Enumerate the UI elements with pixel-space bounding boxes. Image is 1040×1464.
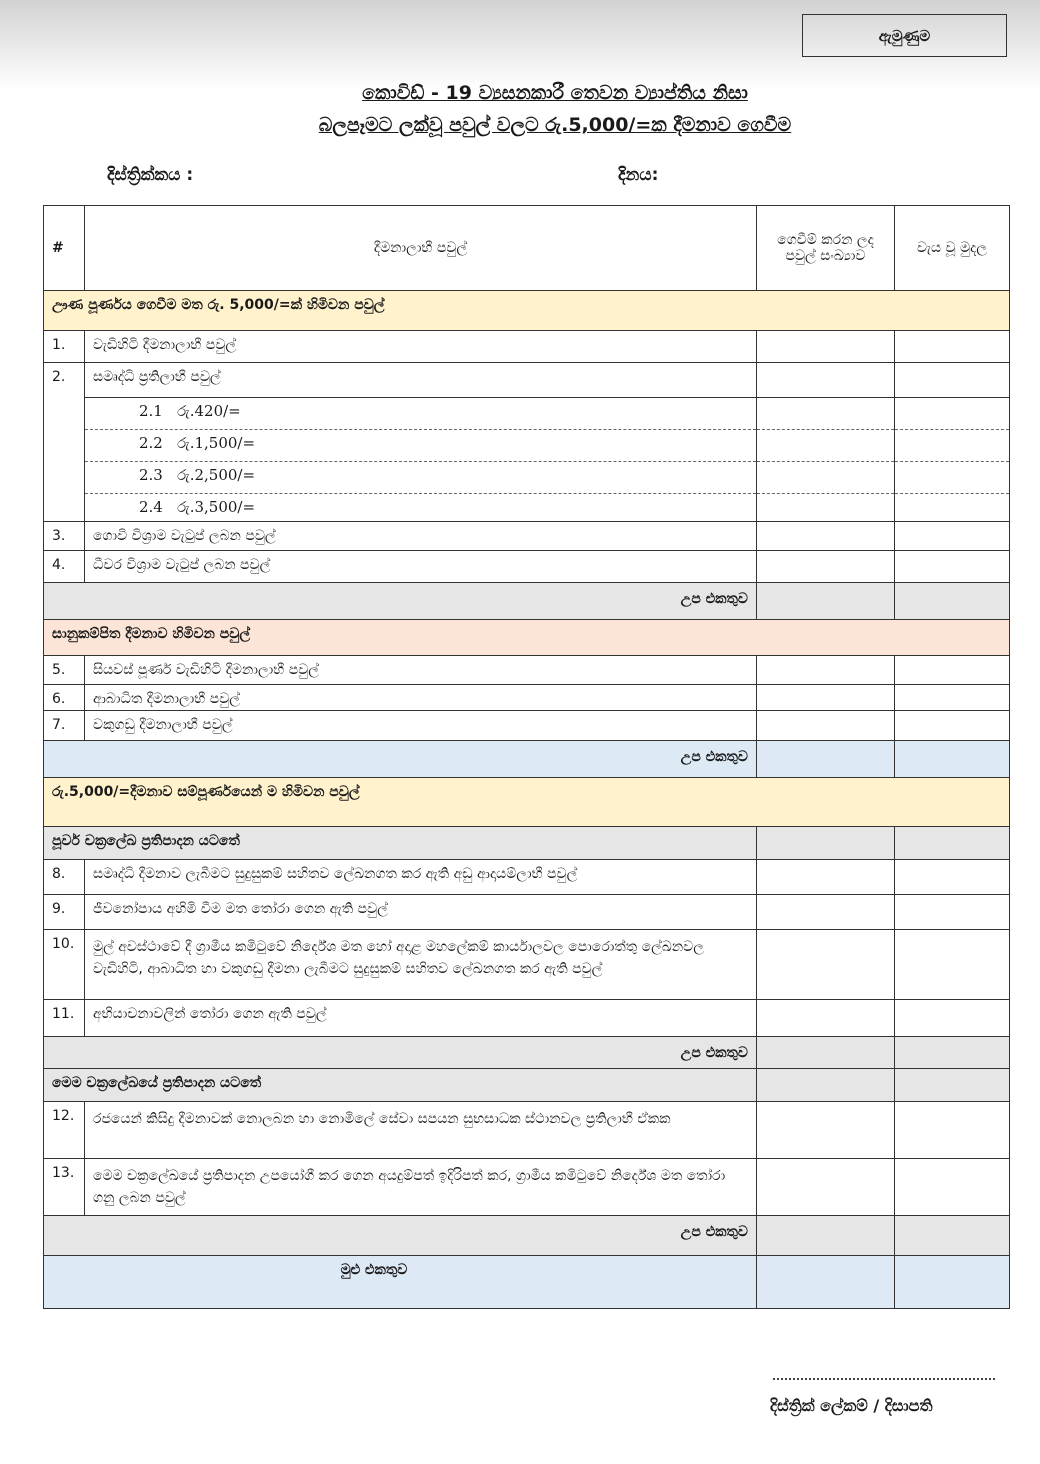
amount-cell[interactable] (895, 685, 1010, 711)
row-description: රජයෙන් කිසිදු දීමනාවක් නොලබන හා නොමිලේ සේවා සපයන සුභසාධක ස්ථානවල ප්‍රතිලාභී ඒකක (85, 1102, 757, 1159)
section-3-label: රු.5,000/=දීමනාව සම්පූර්ණයෙන් ම හිමිවන පවුල් (44, 778, 1010, 827)
families-paid-cell[interactable] (757, 363, 895, 398)
col-number-header: # (44, 206, 85, 291)
sub-row-amount: රු.3,500/= (177, 498, 256, 516)
row-number: 13. (44, 1159, 85, 1216)
row-description: වකුගඩු දීමනාලාභී පවුල් (85, 711, 757, 741)
families-paid-cell[interactable] (757, 860, 895, 895)
amount-cell[interactable] (895, 331, 1010, 363)
row-description: මෙම චක්‍රලේඛයේ ප්‍රතිපාදන උපයෝගී කර ගෙන අයදුම්පත් ඉදිරිපත් කර, ග්‍රාමීය කමිටුවේ නිර්දේශ මත තෝරා ගනු ලබන පවුල් (85, 1159, 757, 1216)
sub-section-b-label: මෙම චක්‍රලේඛයේ ප්‍රතිපාදන යටතේ (44, 1069, 757, 1102)
row-description: සමෘද්ධි දීමනාව ලැබීමට සුදුසුකම් සහිතව ලේඛනගත කර ඇති අඩු ආදායම්ලාභී පවුල් (85, 860, 757, 895)
families-paid-cell[interactable] (757, 685, 895, 711)
table-row (44, 656, 1010, 685)
row-number: 12. (44, 1102, 85, 1159)
amount-cell[interactable] (895, 1102, 1010, 1159)
title-line-2: බලපෑමට ලක්වූ පවුල් වලට රු.5,000/=ක දීමනාව ගෙවීම (318, 114, 792, 136)
sub-row (44, 430, 1010, 462)
sub-row (44, 494, 1010, 522)
families-paid-cell[interactable] (757, 398, 895, 430)
table-row (44, 331, 1010, 363)
table-row (44, 1000, 1010, 1037)
families-paid-cell[interactable] (757, 583, 895, 620)
sub-row-description (85, 462, 757, 494)
grand-total-label: මුළු එකතුව (44, 1256, 757, 1309)
amount-cell[interactable] (895, 930, 1010, 1000)
families-table (43, 205, 1010, 1309)
annex-box (802, 14, 1007, 57)
sub-row-amount: රු.2,500/= (177, 466, 256, 484)
district-label: දිස්ත්‍රික්කය : (107, 165, 194, 185)
row-description: අභියාචනාවලින් තෝරා ගෙන ඇති පවුල් (85, 1000, 757, 1037)
col-amount-spent-header: වැය වූ මුදල (895, 206, 1010, 291)
sub-row-code: 2.4 (139, 498, 163, 516)
subtotal-row (44, 583, 1010, 620)
row-number: 4. (44, 551, 85, 583)
amount-cell[interactable] (895, 551, 1010, 583)
title-line-1: කොවිඩ් - 19 ව්‍යසනකාරී තෙවන ව්‍යාප්තිය නිසා (362, 82, 748, 104)
sub-row (44, 462, 1010, 494)
row-number: 8. (44, 860, 85, 895)
row-number: 5. (44, 656, 85, 685)
row-description: සමෘද්ධි ප්‍රතිලාභී පවුල් (85, 363, 757, 398)
subtotal-label: උප එකතුව (44, 741, 757, 778)
section-3-row (44, 778, 1010, 827)
amount-cell[interactable] (895, 1256, 1010, 1309)
sub-row-amount: රු.420/= (177, 402, 241, 420)
families-paid-cell[interactable] (757, 494, 895, 522)
sub-section-b-row (44, 1069, 1010, 1102)
amount-cell[interactable] (895, 494, 1010, 522)
table-row (44, 1102, 1010, 1159)
families-paid-cell[interactable] (757, 656, 895, 685)
amount-cell[interactable] (895, 583, 1010, 620)
row-number: 2. (44, 363, 85, 522)
amount-cell[interactable] (895, 1037, 1010, 1069)
amount-cell[interactable] (895, 462, 1010, 494)
sub-section-a-label: පූර්ව චක්‍රලේඛ ප්‍රතිපාදන යටතේ (44, 827, 757, 860)
sub-row-amount: රු.1,500/= (177, 434, 256, 452)
subtotal-row (44, 1216, 1010, 1256)
table-row (44, 930, 1010, 1000)
amount-cell[interactable] (895, 398, 1010, 430)
subtotal-row (44, 741, 1010, 778)
families-paid-cell[interactable] (757, 1000, 895, 1037)
families-paid-cell[interactable] (757, 1159, 895, 1216)
amount-cell[interactable] (895, 1216, 1010, 1256)
grand-total-row (44, 1256, 1010, 1309)
sub-row-description (85, 494, 757, 522)
row-number: 6. (44, 685, 85, 711)
row-number: 7. (44, 711, 85, 741)
families-paid-cell[interactable] (757, 551, 895, 583)
sub-row (44, 398, 1010, 430)
families-paid-cell[interactable] (757, 1037, 895, 1069)
sub-section-a-row (44, 827, 1010, 860)
signature-line (773, 1378, 995, 1380)
amount-cell[interactable] (895, 860, 1010, 895)
table-row (44, 685, 1010, 711)
families-paid-cell[interactable] (757, 462, 895, 494)
annex-label: ඇමුණුම (878, 26, 931, 45)
families-paid-cell[interactable] (757, 930, 895, 1000)
amount-cell[interactable] (895, 363, 1010, 398)
families-paid-cell[interactable] (757, 895, 895, 930)
families-paid-cell[interactable] (757, 741, 895, 778)
subtotal-label: උප එකතුව (44, 1216, 757, 1256)
row-number: 3. (44, 522, 85, 551)
families-paid-cell[interactable] (757, 430, 895, 462)
sub-row-description (85, 430, 757, 462)
row-description: වැඩිහිටි දීමනාලාභී පවුල් (85, 331, 757, 363)
amount-cell[interactable] (895, 430, 1010, 462)
section-2-row (44, 620, 1010, 656)
table-header-row (44, 206, 1010, 291)
row-description: සියවස් පූර්ණ වැඩිහිටි දීමනාලාභී පවුල් (85, 656, 757, 685)
table-row (44, 860, 1010, 895)
row-number: 10. (44, 930, 85, 1000)
families-paid-cell[interactable] (757, 1102, 895, 1159)
table-row (44, 711, 1010, 741)
sub-row-code: 2.3 (139, 466, 163, 484)
row-description: ජීවනෝපාය අහිමි වීම මත තෝරා ගෙන ඇති පවුල් (85, 895, 757, 930)
col-families-paid-header: ගෙවීම් කරන ලද පවුල් සංඛ්‍යාව (757, 206, 895, 291)
row-number: 9. (44, 895, 85, 930)
sub-row-code: 2.2 (139, 434, 163, 452)
amount-cell[interactable] (895, 1159, 1010, 1216)
amount-cell[interactable] (895, 1000, 1010, 1037)
table-row (44, 895, 1010, 930)
row-description: මුල් අවස්ථාවේ දී ග්‍රාමීය කමිටුවේ නිර්දේශ මත හෝ අදාළ මහලේකම් කාර්යාලවල පොරොත්තු ලේඛනවල වැඩිහිටි, ආබාධිත හා වකුගඩු දීමනා ලැබීමට සුදුසුකම් සහිතව ලේඛනගත කර ඇති පවුල් (85, 930, 757, 1000)
table-row (44, 522, 1010, 551)
signature-label: දිස්ත්‍රික් ලේකම් / දිසාපති (770, 1396, 933, 1415)
subtotal-label: උප එකතුව (44, 1037, 757, 1069)
families-paid-cell[interactable] (757, 331, 895, 363)
row-description: ධීවර විශ්‍රාම වැටුප් ලබන පවුල් (85, 551, 757, 583)
families-paid-cell[interactable] (757, 1256, 895, 1309)
table-row (44, 363, 1010, 398)
table-row (44, 1159, 1010, 1216)
subtotal-label: උප එකතුව (44, 583, 757, 620)
sub-row-description (85, 398, 757, 430)
row-number: 1. (44, 331, 85, 363)
sub-row-code: 2.1 (139, 402, 163, 420)
subtotal-row (44, 1037, 1010, 1069)
row-description: ගොවි විශ්‍රාම වැටුප් ලබන පවුල් (85, 522, 757, 551)
row-description: ආබාධිත දීමනාලාභී පවුල් (85, 685, 757, 711)
amount-cell[interactable] (895, 895, 1010, 930)
families-paid-cell[interactable] (757, 711, 895, 741)
col-beneficiaries-header: දීමනාලාභී පවුල් (85, 206, 757, 291)
families-paid-cell[interactable] (757, 522, 895, 551)
amount-cell[interactable] (895, 741, 1010, 778)
date-label: දිනය: (618, 165, 659, 185)
section-1-label: ඌණ පූර්ණය ගෙවීම මත රු. 5,000/=ක් හිමිවන පවුල් (44, 291, 1010, 331)
amount-cell[interactable] (895, 656, 1010, 685)
amount-cell[interactable] (895, 711, 1010, 741)
section-2-label: සානුකම්පිත දීමනාව හිමිවන පවුල් (44, 620, 1010, 656)
families-paid-cell[interactable] (757, 1216, 895, 1256)
amount-cell[interactable] (895, 522, 1010, 551)
section-1-row (44, 291, 1010, 331)
table-row (44, 551, 1010, 583)
row-number: 11. (44, 1000, 85, 1037)
